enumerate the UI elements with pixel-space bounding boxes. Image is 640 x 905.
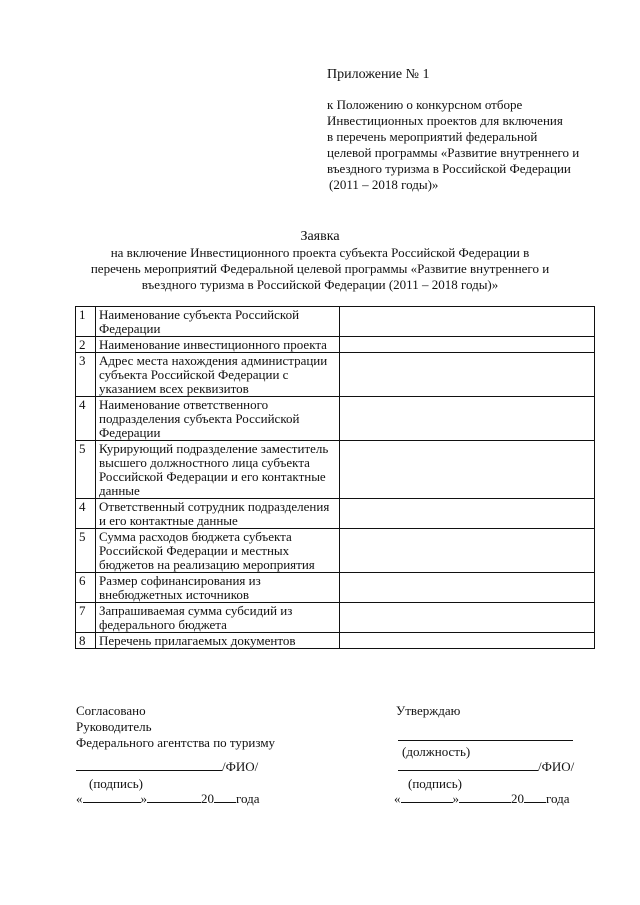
application-subtitle-line: въездного туризма в Российской Федерации (2011 – 2018 годы)» — [141, 277, 499, 292]
appendix-line: въездного туризма в Российской Федерации — [327, 161, 571, 176]
application-title: Заявка — [300, 229, 340, 244]
appendix-line: к Положению о конкурсном отборе — [327, 97, 523, 112]
row-label-line: Адрес места нахождения администрации — [99, 353, 328, 368]
row-label — [96, 307, 340, 337]
row-value-cell[interactable] — [340, 337, 595, 353]
row-number: 8 — [76, 633, 96, 649]
row-label-line: Размер софинансирования из — [99, 573, 261, 588]
row-number: 4 — [76, 499, 96, 529]
row-label-line: Российской Федерации и его контактные — [99, 469, 326, 484]
position-caption: (должность) — [402, 744, 471, 759]
row-value-cell[interactable] — [340, 529, 595, 573]
row-label — [96, 337, 340, 353]
agency-label: Федерального агентства по туризму — [76, 735, 276, 750]
year-suffix: года — [546, 791, 570, 806]
approve-label: Утверждаю — [396, 703, 461, 718]
day-blank[interactable] — [401, 791, 453, 803]
row-label-line: указанием всех реквизитов — [99, 381, 249, 396]
position-blank[interactable] — [398, 740, 573, 741]
appendix-line: в перечень мероприятий федеральной — [327, 129, 538, 144]
row-label-line: федерального бюджета — [99, 617, 227, 632]
quote-close: » — [452, 791, 459, 806]
row-label-line: субъекта Российской Федерации с — [99, 367, 289, 382]
row-number: 3 — [76, 353, 96, 397]
year-prefix: 20 — [201, 791, 214, 806]
row-number: 1 — [76, 307, 96, 337]
month-blank[interactable] — [459, 791, 511, 803]
row-label-line: Федерации — [99, 425, 161, 440]
row-label — [96, 633, 340, 649]
row-label-line: Сумма расходов бюджета субъекта — [99, 529, 292, 544]
signature-blank[interactable] — [76, 759, 222, 771]
row-label-line: Российской Федерации и местных — [99, 543, 290, 558]
appendix-title: Приложение № 1 — [327, 67, 430, 82]
row-label-line: данные — [99, 483, 140, 498]
table-row — [76, 307, 595, 337]
row-label-line: Перечень прилагаемых документов — [99, 633, 296, 648]
row-number: 4 — [76, 397, 96, 441]
year-suffix: года — [236, 791, 260, 806]
row-label-line: бюджетов на реализацию мероприятия — [99, 557, 315, 572]
row-label — [96, 603, 340, 633]
row-value-cell[interactable] — [340, 307, 595, 337]
row-label-line: Наименование ответственного — [99, 397, 269, 412]
year-blank[interactable] — [214, 791, 236, 803]
row-label-line: Наименование субъекта Российской — [99, 307, 300, 322]
row-label-line: Наименование инвестиционного проекта — [99, 337, 327, 352]
row-label-line: внебюджетных источников — [99, 587, 249, 602]
row-label-line: Федерации — [99, 321, 161, 336]
table-row — [76, 603, 595, 633]
row-label — [96, 397, 340, 441]
right-date-line — [394, 791, 570, 807]
appendix-line: целевой программы «Развитие внутреннего и — [327, 145, 580, 160]
left-fio-line — [76, 759, 258, 775]
row-label-line: и его контактные данные — [99, 513, 238, 528]
table-row — [76, 353, 595, 397]
table-row — [76, 397, 595, 441]
row-value-cell[interactable] — [340, 633, 595, 649]
row-number: 5 — [76, 441, 96, 499]
row-number: 7 — [76, 603, 96, 633]
fio-label: /ФИО/ — [222, 759, 259, 774]
row-value-cell[interactable] — [340, 573, 595, 603]
row-value-cell[interactable] — [340, 603, 595, 633]
row-label — [96, 529, 340, 573]
day-blank[interactable] — [83, 791, 141, 803]
right-sign-caption: (подпись) — [408, 776, 462, 791]
row-value-cell[interactable] — [340, 397, 595, 441]
application-table — [75, 306, 595, 649]
quote-open: « — [76, 791, 83, 806]
appendix-line: Инвестиционных проектов для включения — [327, 113, 563, 128]
row-label — [96, 499, 340, 529]
application-subtitle-line: перечень мероприятий Федеральной целевой программы «Развитие внутреннего и — [90, 261, 550, 276]
right-fio-line — [398, 759, 574, 775]
table-row — [76, 441, 595, 499]
agreed-label: Согласовано — [76, 703, 146, 718]
row-label-line: Запрашиваемая сумма субсидий из — [99, 603, 293, 618]
row-label-line: Ответственный сотрудник подразделения — [99, 499, 330, 514]
row-label-line: высшего должностного лица субъекта — [99, 455, 310, 470]
row-label — [96, 573, 340, 603]
row-value-cell[interactable] — [340, 499, 595, 529]
year-prefix: 20 — [511, 791, 524, 806]
year-blank[interactable] — [524, 791, 546, 803]
appendix-text — [327, 97, 587, 193]
row-value-cell[interactable] — [340, 353, 595, 397]
row-number: 6 — [76, 573, 96, 603]
quote-open: « — [394, 791, 401, 806]
row-label-line: подразделения субъекта Российской — [99, 411, 300, 426]
row-label — [96, 441, 340, 499]
row-value-cell[interactable] — [340, 441, 595, 499]
row-number: 2 — [76, 337, 96, 353]
signature-blank[interactable] — [398, 759, 538, 771]
application-subtitle-line: на включение Инвестиционного проекта субъекта Российской Федерации в — [110, 245, 530, 260]
row-number: 5 — [76, 529, 96, 573]
table-row — [76, 529, 595, 573]
left-signature-block — [76, 703, 275, 751]
row-label — [96, 353, 340, 397]
left-date-line — [76, 791, 260, 807]
table-row — [76, 573, 595, 603]
application-subtitle — [60, 245, 580, 293]
table-row — [76, 337, 595, 353]
month-blank[interactable] — [147, 791, 201, 803]
quote-close: » — [140, 791, 147, 806]
table-row — [76, 499, 595, 529]
fio-label: /ФИО/ — [538, 759, 575, 774]
head-label: Руководитель — [76, 719, 152, 734]
appendix-line: (2011 – 2018 годы)» — [329, 177, 439, 192]
row-label-line: Курирующий подразделение заместитель — [99, 441, 329, 456]
table-row — [76, 633, 595, 649]
left-sign-caption: (подпись) — [89, 776, 143, 791]
